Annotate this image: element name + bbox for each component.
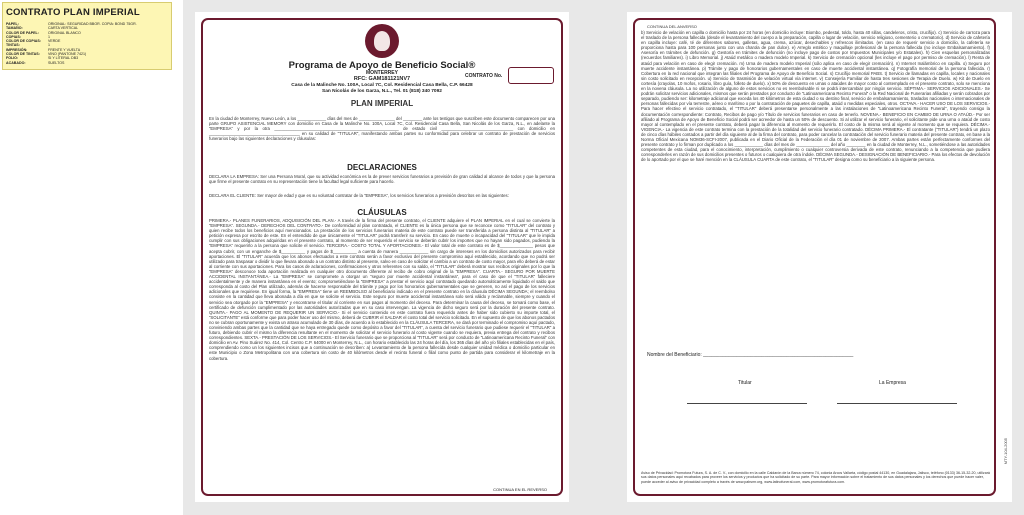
clauses-text: PRIMERA.- PLANES FUNERARIOS, ADQUISICIÓN DEL PLAN.- A través de la firma del presente contrato, el CLIENTE adquiere el PLAN IMPERIAL en el cual se convierte la “EMPRESA”. SEGUNDA.- DERECHOS DEL CONTRATO.- De conformidad al plan contratado, el CLIENTE es la única persona que se reconoce como “TITULAR” del contrato y quien recibe todos los beneficios aquí mencionados. La prestación de los servicios funerarios materia de este contrato puede ser transferida a persona distinta al “TITULAR” a petición expresa por escrito de este. En el entendido de que únicamente el “TITULAR” podrá transferir su servicio. En caso de muerte o incapacidad del “TITULAR” que le impida cumplir con sus obligaciones adquiridas en el presente contrato, al momento de ser requerido el servicio se deberán cubrir los importes que no hayan sido pagados, pudiendo la “EMPRESA” requerirlo a la persona que solicite el servicio. TERCERA.- COSTO TOTAL Y APORTACIONES.- El valor total de este contrato es de $______________ pesos que acepta cubrir, con un enganche de $__________ y pagos de $__________ a cuenta de manera ____________ sin cargo de intereses en los domicilios autorizados para recibir aportaciones. El “TITULAR” acuerda que los abonos efectuados a este contrato serán a favor exclusivo del presente compromiso aquí establecido, acordando que no podrá ser utilizado para traspasar o dividir lo que llevara abonado a un contrato distinto al presente, salvo en caso de solicitar el cambio a un contrato de costo mayor, para ello deberá de estar al corriente con sus aportaciones. Para los casos de aclaraciones, confirmaciones y otros referentes con su saldo, el “TITULAR” deberá mostrar sus recibos originales por lo que la “EMPRESA” desconoce toda aportación realizada en cualquier otro documento diferente al recibo de cobro original de la “EMPRESA”. CUARTA.- SEGURO POR MUERTE ACCIDENTAL INSTANTÁNEA.- La “EMPRESA” se compromete a otorgar un “seguro por muerte accidental instantánea”, para el caso de que el “TITULAR” falleciere accidentalmente y de manera instantánea en el evento; comprometiéndose la “EMPRESA” a prestar el servicio aquí contratado quedando automáticamente liquidado el saldo que corresponda al costo del Plan utilizado, además de hacerse responsable del trámite y pago por los honorarios gubernamentales que se generen, no así el pago de los servicios adicionales que requiriese. En igual forma, la “EMPRESA” tiene un REEMBOLSO al beneficiario indicado en el presente contrato en la cláusula DÉCIMA SEGUNDA; el reembolso consiste en la cantidad que lleva abonada a día en que se solicite el servicio. Este seguro por muerte accidental instantánea solo será válido y reclamable, siempre y cuando el servicio sea otorgado por la “EMPRESA” y encontrarse el titular al corriente en sus pagos al momento del deceso. Para determinar la causa del deceso, se tomará como base, el certificado de defunción cumplimentado por las autoridades autorizadas que en su caso intervengan. La vigencia de dicho seguro será por la duración del presente contrato. QUINTA.- PAGO AL MOMENTO DE REQUERIR UN SERVICIO.- Si el servicio contenido en este contrato fuera requerido antes de haber sido cubierto su importe total, el “SOLICITANTE” está conforme que para poder hacer uso del mismo, deberá de CUBRIR el SALDAR el costo total del servicio solicitado. En el supuesto de que los abonos pactados no se cubran oportunamente y exista un atraso acumulado de 30 días, de acuerdo a lo establecido en la CLÁUSULA TERCERA, se dará por terminado el compromiso aquí pactado, conviniendo ambas partes que la cantidad que se haya entregado quede como depósito a favor del “TITULAR”, a cuenta del servicio funerario que pudiese requerir el “TITULAR” a futuro, debiendo cubrir el mismo la diferencia resultante en el momento de solicitar el servicio funerario al costo vigente cuando se requiera, previa entrega del contrato y recibos correspondientes. SEXTA.- PRESTACIÓN DE LOS SERVICIOS.- El Servicio funerario que se proporciona al “TITULAR” será por conducto de “Latinoamericana Recinto Funeral” con domicilio en Av. Pino Suárez No. 414, Col. Centro C.P. 64000 en Monterrey, N.L., con horario establecido las 24 horas del día, los 365 días del año y/o filiales establecidas en el país, comprendiendo como un los siguientes incisos que a continuación se describen: a) Levantamiento de la persona fallecida desde cualquier unidad médica o domicilio particular en este Municipio o Zona Metropolitana con una cobertura sin costo de 40 kilómetros desde el recinto funeral o filial como punto de partida para considerar el kilometraje en la cobertura. (209, 218, 555, 361)
spec-row: TAMAÑO: CARTA VERTICAL (6, 26, 79, 31)
titular-signature-line (687, 403, 807, 404)
spec-row: COLOR DE COPIAS: VERDE (6, 39, 61, 44)
address: Casa de la Malinche No. 100A, Local 7C, Col. Residencial Casa Bella, C.P. 66428 San Nicolás de los Garza, N.L., Tel. 01 (818) 340 7092 (291, 83, 473, 94)
spec-row: IMPRESIÓN: FRENTE Y VUELTA (6, 47, 81, 52)
contract-back-page (627, 12, 1012, 502)
spec-row: COPIAS: 1 (6, 34, 50, 39)
clauses-continued: b) Servicio de velación en capilla o domicilio hasta por 24 horas (en domicilio incluye: Biombo, pedestal, toldo, hasta 40 sillas, candeleros, cristo, crucifijo). c) Servicio de carroza para el traslado de la persona fallecida (desde el levantamiento del cuerpo a la preparación, capilla o lugar de velación, servicio religioso, cementerio o crematorio). d) Servicio de cafetería en capilla incluye: café, té de diferentes sabores, galletas, agua, crema, azúcar, desechables y refrescos ilimitados. (en caso de requerir servicio a domicilio, la cafetería se proporciona hasta para 100 personas junto con una charola de pan dulce). e) Arreglo estético y maquillaje profesional de la persona fallecida (no incluye Embalsamamiento). f) Asesoría en trámites de defunción. g) Gestoría en trámites de defunción (no incluye pago de costos por Impuestos Municipales y/o Estatales). h) Cien esquelas personalizadas (recuerdos familiares). i) Libro Memorial. j) Ataúd metálico o madera modelo Imperial. k) Servicio de cremación opcional (les incluye el pago por permiso de cremación). l) Renta de ataúd para velación en caso de elegir cremación. m) Urna de madera modelo Imperial (sólo aplica en caso de elegir cremación). n) Internet Inalámbrico en capilla. o) Seguro por muerte accidente instantánea. p) Trámite y pago de honorarios gubernamentales en caso de muerte accidental instantánea. q) Fotografía memorial de la persona fallecida. r) Cobertura en la red nacional que integran las filiales del Programa de Apoyo de Beneficio Social. s) Crucifijo memorial PABS. t) Servicio de llamadas en capilla, locales y nacionales sin costo solicitado en recepción. u) Servicio de trasmisión de velación virtual vía internet. v) Consejería Familiar de hasta tres sesiones de Terapia de Duelo. w) Kit de Duelo en cortesía (crayolas, 10 mofos, rosario, libro guía, folleto de duelo). x) 50% de descuento en urnas o ataúdes de mayor costo al contemplado en el presente contrato, solo se menciona en la novena cláusula. La no utilización de alguno de estos servicios no es reembolsable ni se podrá intercambiar por ningún servicio. SÉPTIMA.- SERVICIOS ADICIONALES.- Se podrán solicitar servicios adicionales, mismos que serán prestados por conducto de “Latinoamericana Recinto Funeral” o la Red Nacional de Funerarias afiliadas y serán cobrados por separado, pudiendo ser: kilometraje adicional que exceda los 40 kilómetros de esta ciudad o su destino final, servicio de embalsamamiento, traslados nacionales o internacionales de personas fallecidas por vía terrestre, aéreo o marítimo o por la contratación de paquetes de capilla, ataúd o medidas especiales, otros. OCTAVA.- HACER USO DE LOS SERVICIOS.- Para hacer efectivo el servicio contratado, el “TITULAR” deberá presentarse personalmente a las instalaciones de “Latinoamericana Recinto Funeral”, trayendo consigo la documentación correspondiente: Contrato, Recibos de pago y/o Título de servicios funerarios en caso de tenerlo. NOVENA.- BENEFICIO EN CAMBIO DE URNA O ATAÚD.- Por ser afiliado al Programa de Apoyo de Beneficio Social podrá ser acreedor de hasta un 50% de descuento. Si al utilizar el servicio funerario, el solicitante pide una urna o ataúd de costo mayor al contemplado en el presente contrato, deberá pagar la diferencia al momento de requerirlo. El costo de la misma será al vigente al momento que se requiera. DÉCIMA.- VIGENCIA.- La vigencia de este contrato termina con la prestación de la totalidad del servicio funerario contratado. DÉCIMA PRIMERA.- El contratante (“TITULAR”) tendrá un plazo de cinco días hábiles contados a partir del día siguiente al de la firma del contrato, para poder cancelar la contratación del servicio funerario materia del presente contrato, en base a la Norma Oficial Mexicana NOM36-SCFI-2007, publicada en el Diario Oficial de la Federación el día 01 de noviembre de 2007. Ambas partes están perfectamente conformes del presente contrato y lo firman por duplicado a los ____________ días del mes de ______________ del año ________ en la ciudad de Monterrey, N.L., sometiéndose a las autoridades competentes de esta ciudad, para el conocimiento, interpretación, cumplimiento o cualquier controversia derivada de este contrato, renunciando a la competencia que pudiera corresponderles en razón de sus domicilios presentes o futuros o cualquiera de otra índole. DÉCIMA SEGUNDA.- DESIGNACIÓN DE BENEFICIARIO.- Para los efectos de devolución de lo aportado por el que se haré mención en la CLÁUSULA CUARTA de este contrato, el “TITULAR” designa como su beneficiario a la siguiente persona. (641, 30, 990, 163)
spec-page (0, 0, 183, 515)
form-code: MTY-104-2005 (1003, 437, 1008, 464)
contract-front-page (195, 12, 569, 502)
plan-name: PLAN IMPERIAL (350, 99, 414, 108)
titular-label: Titular (738, 380, 752, 386)
company-logo (365, 24, 399, 58)
clausulas-heading: CLÁUSULAS (357, 208, 407, 217)
privacy-notice: Aviso de Privacidad: Promotora Futura, S. A. de C. V., con domicilio en la calle Caldarón de la Barca número 74, colonia Arcos Vallarta, código postal 44130, en Guadalajara, Jalisco, teléfono (0133) 36-15-32-20, utilizará sus datos personales aquí recabados para proveer los servicios y productos que ha solicitado de su parte. Para mayor información sobre el tratamiento de sus datos personales y los derechos que puede hacer valer, puede acceder al aviso de privacidad completo a través de www.pabsmr.org, www.latinofuneral.com, www.promotorafutura.com. (641, 470, 990, 484)
spec-row: COLOR DE TINTAS: VINO (PANTONE 7421) (6, 52, 87, 57)
spec-row: COLOR DE PAPEL: ORIGINAL BLANCO (6, 30, 81, 35)
beneficiary-line: Nombre del Beneficiario: ______________________________________________________ (647, 352, 854, 358)
declaration-client: DECLARA EL CLIENTE: Ser mayor de edad y que es su voluntad contratar de la “EMPRESA”, los servicios funerarios a previsión descritos en las siguientes: (209, 193, 509, 198)
program-title: Programa de Apoyo de Beneficio Social® (288, 60, 476, 71)
spec-row: ACABADO: SUELTOS (6, 60, 65, 65)
program-subtitle: MONTERREY (366, 70, 398, 76)
spec-row: TINTAS: 1 (6, 43, 50, 48)
declaration-company: DECLARA LA EMPRESA: Ser una Persona Moral, que su actividad económica es la de prever servicios funerarios a previsión de gran calidad al alcance de todos y que la persona que firme el presente contrato en su representación tiene la facultad legal suficiente para hacerlo. (209, 174, 555, 185)
spec-row: PAPEL: ORIGINAL: SEGURIDAD BBOR. COPIA: BOND 75GR. (6, 22, 137, 26)
spec-title: CONTRATO PLAN IMPERIAL (6, 7, 140, 18)
contract-number-label: CONTRATO No. (465, 73, 503, 79)
continue-header: CONTINUA DEL ANVERSO (647, 24, 697, 29)
continue-note: CONTINUA EN EL REVERSO (493, 487, 547, 492)
intro-text: En la ciudad de Monterrey, Nuevo León, a los ____________ días del mes de _______________ del ________ ante los testigos que suscriben este documento comparecen por una parte GRUPO ASISTENCIAL MEMORY con domicilio en Casa de la Malinche No. 100A, Local 7C, Col. Residencial Casa Bella, San Nicolás de los Garza, N.L., en adelante la “EMPRESA” y por la otra ____________________________________________________ de estado civil ______________________________ con domicilio en ______________________________________ en su calidad de “TITULAR”, manifestando ambas partes su conformidad para celebrar un contrato de prestación de servicios funerarios bajo las siguientes declaraciones y cláusulas: (209, 116, 555, 142)
empresa-signature-line (837, 403, 957, 404)
rfc: RFC: GAM181121NV7 (353, 76, 411, 82)
spec-row: FOLIO: SI Y LITERAL DB3 (6, 56, 79, 61)
empresa-label: La Empresa (879, 380, 906, 386)
declaraciones-heading: DECLARACIONES (347, 163, 417, 172)
spec-sheet (2, 2, 172, 70)
contract-number-box (508, 67, 554, 84)
